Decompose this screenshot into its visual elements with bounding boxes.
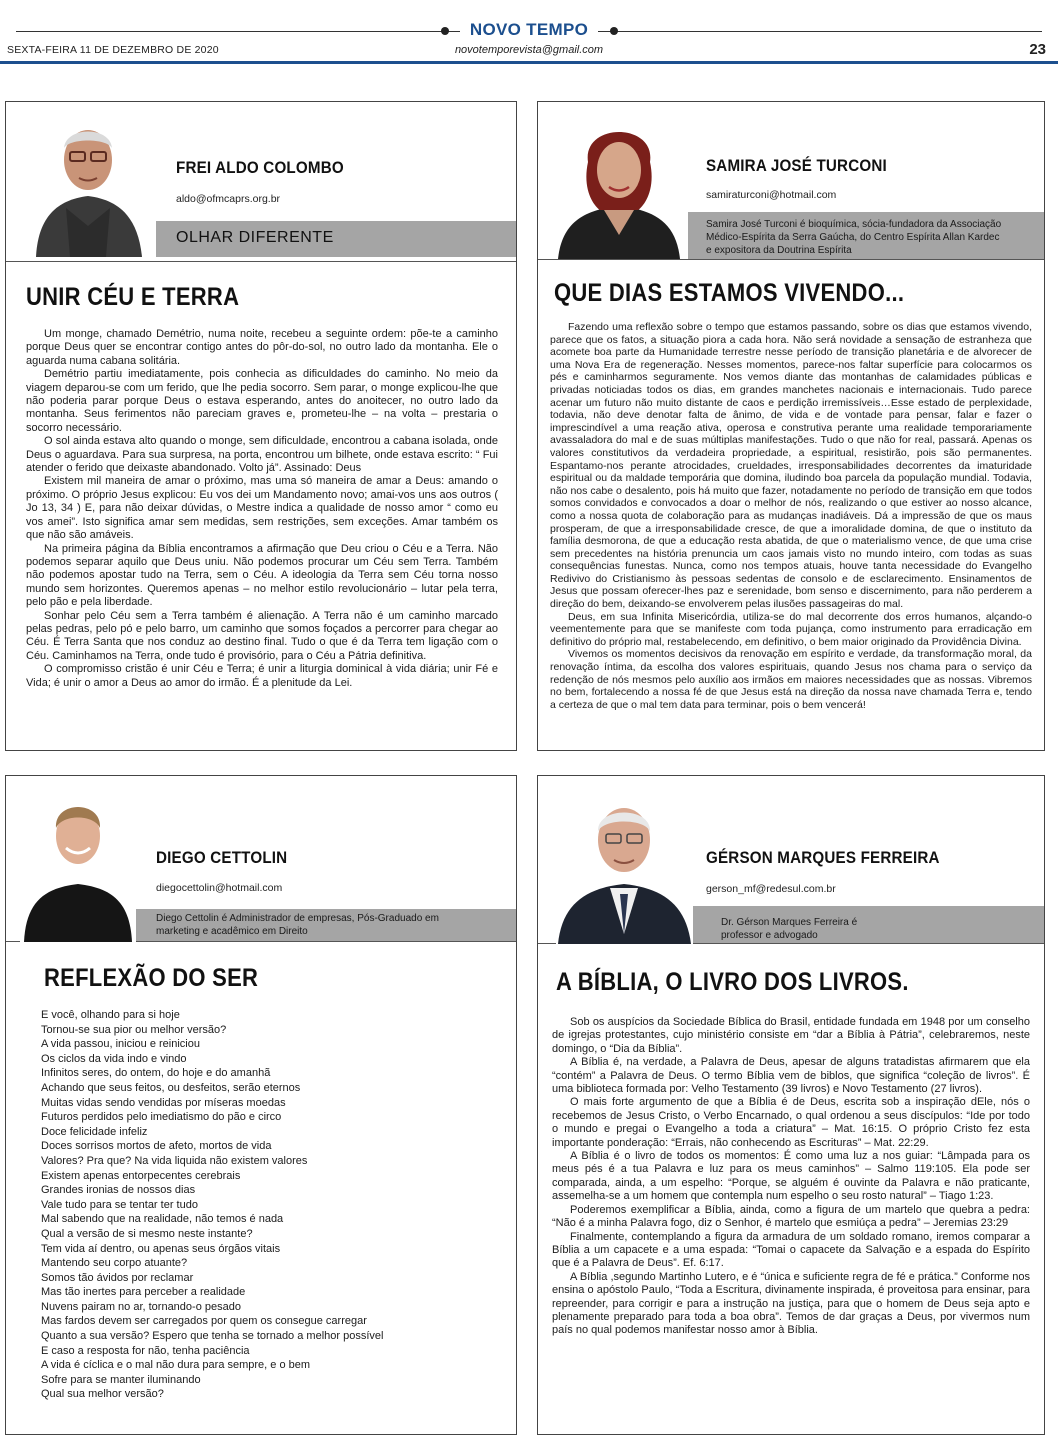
author-header — [6, 776, 516, 942]
paragraph: Fazendo uma reflexão sobre o tempo que estamos passando, sobre os dias que estamos vivendo, parece que os fatos, a situação piora a cada hora. Não será novidade a sensação de estranheza que acomete boa parte da Humanidade terrestre nesse período de transição planetária e de alvorecer de uma Nova Era de regeneração. Nesses momentos, parece-nos faltar superfície para colocarmos os pés e caminharmos seguramente. Nos vemos diante das montanhas de calamidades públicas e privadas noticiadas todos os dias, em grandes manchetes nacionais e internacionais. Tudo parece acenar um futuro não muito distante de caos e perdição irremissíveis…Esse estado de perplexidade, todavia, não deve denotar falta de ânimo, de vida e de vontade para pensar, falar e fazer o imprescindível a uma reação ativa, operosa e construtiva perante uma realidade temporariamente avassaladora do mal e de suas múltiplas manifestações. Tudo o que não for real, passará. Apenas os valores constitutivos da verdadeira propriedade, a espiritual, resistirão, pois são permanentes. Espantamo-nos perante atrocidades, crueldades, irresponsabilidades decorrentes da imaturidade espiritual ou da maldade temporária que domina, iludindo boa parcela da população mundial. Todavia, não nos cabe o desalento, pois há muito que fazer, notadamente no período de transição em que todos somos convidados e convocados a doar o melhor de nós, realizando o que estiver ao nosso alcance, como a nossa quota de colaboração para as mudanças inadiáveis. Dá a impressão de que os maus prosperam, de que a irresponsabilidade cresce, de que a imoralidade domina, de que o instituto da família desmorona, de que a educação resta abatida, de que o materialismo vence, de que uma crise sem precedentes na história prenuncia um caos jamais visto no mundo inteiro, com todas as suas consequências funestas. Nunca, como nos tempos atuais, houve tanta necessidade do Evangelho Redivivo do Cristianismo às pessoas sedentas de consolo e de esclarecimento. Ensinamentos de Jesus que possam oferecer-lhes paz e serenidade, bom senso e discernimento, para não perderem a direção do bem, deixando-se envolverem pelas ilusões passageiras do mal. — [550, 321, 1032, 611]
author-portrait-icon — [554, 110, 684, 259]
article-body — [550, 321, 1032, 711]
article-headline: UNIR CÉU E TERRA — [26, 283, 240, 311]
paragraph: A Bíblia é o livro de todos os momentos: É como uma luz a nos guiar: “Lâmpada para os meus pés é a tua Palavra e luz para os meus caminhos” – Salmo 119:105. Ela pode ser comparada, ainda, a um espelho: “Porque, se alguém é ouvinte da Palavra e não praticante, assemelha-se a um homem que contempla num espelho o seu rosto natural” – Tiago 1:23. — [552, 1150, 1030, 1203]
author-header — [538, 102, 1044, 260]
author-email[interactable]: samiraturconi@hotmail.com — [706, 189, 837, 201]
poem-line: Mantendo seu corpo atuante? — [41, 1257, 188, 1270]
paragraph: Um monge, chamado Demétrio, numa noite, recebeu a seguinte ordem: põe-te a caminho porque Deus quer se encontrar contigo antes do pôr-do-sol, no outro lado da montanha. Ele o aguarda numa cabana solitária. — [26, 328, 498, 367]
paragraph: Finalmente, contemplando a figura da armadura de um soldado romano, iremos comparar a Bíblia a um capacete e a uma espada: “Tomai o capacete da Salvação e a espada do Espírito que é a Palavra de Deus”. Ef. 6:17. — [552, 1230, 1030, 1270]
article-headline: QUE DIAS ESTAMOS VIVENDO... — [554, 279, 905, 307]
poem-line: E você, olhando para si hoje — [41, 1009, 180, 1021]
paragraph: Sonhar pelo Céu sem a Terra também é alienação. A Terra não é um caminho marcado pelas pedras, pelo pó e pelo barro, um caminho que somos foçados a percorrer para chegar ao Céu. É Terra Santa que nos conduz ao destino final. Tudo o que é da Terra tem ligação com o Céu. Caminhamos na Terra, onde tudo é provisório, para o Céu a Pátria definitiva. — [26, 609, 498, 662]
author-email[interactable]: gerson_mf@redesul.com.br — [706, 883, 836, 895]
poem-line: Tem vida aí dentro, ou apenas seus órgãos vitais — [41, 1242, 281, 1255]
masthead-rule-blue — [0, 61, 1058, 64]
poem-line: A vida é cíclica e o mal não dura para sempre, e o bem — [41, 1359, 311, 1372]
paragraph: Na primeira página da Bíblia encontramos a afirmação que Deu criou o Céu e a Terra. Não podemos separar aquilo que Deus uniu. Não podemos procurar um Céu sem Terra. Também não podemos apostar tudo na Terra, sem o Céu. A ideologia da Terra sem Céu torna nosso mundo sem horizontes. Queremos apenas – no melhor estilo revolucionário – lutar pela terra, pelo pão e pela liberdade. — [26, 542, 498, 609]
poem-line: Qual sua melhor versão? — [41, 1388, 164, 1401]
paragraph: O sol ainda estava alto quando o monge, sem dificuldade, encontrou a cabana isolada, onde Deus o aguardava. Para sua surpresa, na porta, encontrou um bilhete, onde estava escrito: “ Fui atender o ferido que deixaste abandonado. Volto já”. Assinado: Deus — [26, 435, 498, 475]
poem-line: Grandes ironias de nossos dias — [41, 1184, 196, 1197]
poem-line: Existem apenas entorpecentes cerebrais — [41, 1169, 241, 1182]
poem-line: Infinitos seres, do ontem, do hoje e do amanhã — [41, 1067, 271, 1080]
author-photo — [20, 784, 136, 942]
author-name: FREI ALDO COLOMBO — [176, 159, 344, 177]
poem-line: Vale tudo para se tentar ter tudo — [41, 1198, 198, 1211]
poem-line: Futuros perdidos pelo imediatismo do pão e circo — [41, 1111, 282, 1124]
poem-line: E caso a resposta for não, tenha paciência — [41, 1344, 250, 1357]
poem-line: Somos tão ávidos por reclamar — [41, 1271, 194, 1284]
article-panel-gerson-ferreira — [537, 775, 1045, 1435]
article-body — [26, 328, 498, 690]
paragraph: O mais forte argumento de que a Bíblia é de Deus, escrita sob a inspiração dEle, nós o recebemos de Jesus Cristo, o Verbo Encarnado, o qual ordenou a seus discípulos: “Ide por todo o mundo e pregai o Evangelho a toda a criatura” – Mat. 16:15. O próprio Cristo fez esta importante ponderação: “Errais, não conhecendo as Escrituras” – Mat. 22:29. — [552, 1096, 1030, 1149]
author-bio: Diego Cettolin é Administrador de empresas, Pós-Graduado em marketing e acadêmico em Direito — [156, 913, 439, 937]
author-bio-line-1: Dr. Gérson Marques Ferreira é — [721, 917, 858, 928]
author-header — [538, 776, 1044, 944]
author-bio: Samira José Turconi é bioquímica, sócia-fundadora da Associação Médico-Espírita da Serra Gaúcha, do Centro Espírita Allan Kardec e expositora da Doutrina Espírita — [706, 219, 1002, 256]
poem-line: Nuvens pairam no ar, tornando-o pesado — [41, 1300, 241, 1313]
paragraph: O compromisso cristão é unir Céu e Terra; é unir a liturgia dominical à vida diária; unir Fé e Vida; é unir o amor a Deus ao amor do irmão. É a plenitude da Lei. — [26, 663, 498, 689]
paragraph: A Bíblia é, na verdade, a Palavra de Deus, apesar de alguns tratadistas afirmarem que ela “contém” a Palavra de Deus. O termo Bíblia vem de biblos, que significa “coleção de livros”. É uma biblioteca formada por: Velho Testamento (39 livros) e Novo Testamento (27 livros). — [552, 1056, 1030, 1096]
poem-line: Sofre para se manter iluminando — [41, 1373, 201, 1386]
paragraph: Poderemos exemplificar a Bíblia, ainda, como a figura de um martelo que quebra a pedra: “Não é a minha Palavra fogo, diz o Senhor, é martelo que esmiúça a pedra” – Jeremias 23:29 — [552, 1203, 1030, 1230]
author-portrait-icon — [20, 784, 136, 942]
paragraph: Demétrio partiu imediatamente, pois conhecia as dificuldades do caminho. No meio da viagem deparou-se com um ferido, que lhe pedia socorro. Sem parar, o monge explicou-lhe que não poderia parar porque Deus o estava esperando, antes do anoitecer, no outro lado da montanha. Seus ferimentos não pareciam graves e, prometeu-lhe – na volta – prestaria o socorro necessário. — [26, 368, 498, 434]
poem-line: Muitas vidas sendo vendidas por míseras moedas — [41, 1096, 286, 1109]
paragraph: A Bíblia ,segundo Martinho Lutero, e é “única e suficiente regra de fé e prática.” Conforme nos ensina o apóstolo Paulo, “Toda a Escritura, divinamente inspirada, é proveitosa para ensinar, para repreender, para corrigir e para a instrução na justiça, para que o homem de Deus seja apto e plenamente preparado para toda a boa obra”. Temos de dar graças a Deus, por vivermos num país no qual podemos manifestar nosso amor à Bíblia. — [552, 1270, 1030, 1337]
author-bio — [721, 916, 1021, 942]
author-portrait-icon — [556, 784, 693, 944]
article-body — [552, 1016, 1030, 1338]
poem-line: Valores? Pra que? Na vida liquida não existem valores — [41, 1154, 308, 1167]
newspaper-email[interactable]: novotemporevista@gmail.com — [454, 44, 604, 56]
article-panel-diego-cettolin — [5, 775, 517, 1435]
poem-line: Doces sorrisos mortos de afeto, mortos de vida — [41, 1140, 272, 1153]
article-headline: A BÍBLIA, O LIVRO DOS LIVROS. — [556, 968, 909, 996]
poem-line: Qual a versão de si mesmo neste instante? — [41, 1227, 253, 1240]
column-title: OLHAR DIFERENTE — [176, 229, 334, 246]
issue-date: SEXTA-FEIRA 11 DE DEZEMBRO DE 2020 — [7, 44, 219, 56]
poem-line: Mas fardos devem ser carregados por quem os consegue carregar — [41, 1315, 367, 1328]
article-headline: REFLEXÃO DO SER — [44, 964, 259, 992]
article-panel-samira-turconi — [537, 101, 1045, 751]
author-bio-line-2: professor e advogado — [721, 930, 818, 941]
author-name: DIEGO CETTOLIN — [156, 849, 288, 867]
poem-line: Mal sabendo que na realidade, não temos é nada — [41, 1213, 284, 1226]
author-photo — [554, 110, 684, 259]
author-name: SAMIRA JOSÉ TURCONI — [706, 157, 887, 175]
paragraph: Existem mil maneira de amar o próximo, mas uma só maneira de amar a Deus: amando o próximo. O próprio Jesus explicou: Eu vos dei um Mandamento novo; amai-vos uns aos outros ( Jo 13, 34 ) E, para não deixar dúvidas, o Mestre indica a qualidade de nosso amor “ como eu vos amei”. Isto significa amar sem medidas, sem restrições, sem exceções. Amar também os que não são amáveis. — [26, 475, 498, 542]
paragraph: Deus, em sua Infinita Misericórdia, utiliza-se do mal decorrente dos erros humanos, alçando-o veementemente para que se manifeste com toda pujança, como instrumento para erradicação em definitivo do próprio mal, restabelecendo, em definitivo, o bem maior originado da Providência Divina. — [550, 610, 1032, 648]
page-number: 23 — [1029, 41, 1046, 58]
author-photo — [556, 784, 693, 944]
poem-line: Mas tão inertes para perceber a realidade — [41, 1286, 246, 1299]
paragraph: Vivemos os momentos decisivos da renovação em espírito e verdade, da transformação moral, da renovação íntima, da escolha dos valores espirituais, quando Jesus nos chama para o serviço da redenção de nós mesmos pelo auxílio aos irmãos em maiores necessidades que as nossas. Vibremos no bem, fortalecendo a nossa fé de que Jesus está na direção da nossa nave chamada Terra e, tendo a certeza de que o mal tem data para terminar, pois o bem vencerá! — [550, 648, 1032, 711]
poem-line: Quanto a sua versão? Espero que tenha se tornado a melhor possível — [41, 1330, 384, 1343]
poem-body — [41, 1008, 501, 1402]
author-email[interactable]: diegocettolin@hotmail.com — [156, 882, 283, 894]
author-portrait-icon — [26, 108, 151, 257]
author-name: GÉRSON MARQUES FERREIRA — [706, 849, 940, 867]
poem-line: Tornou-se sua pior ou melhor versão? — [41, 1023, 227, 1036]
author-email[interactable]: aldo@ofmcaprs.org.br — [176, 193, 281, 205]
masthead — [0, 0, 1058, 70]
author-photo — [26, 108, 151, 257]
article-panel-aldo-colombo — [5, 101, 517, 751]
poem-line: Achando que seus feitos, ou desfeitos, serão eternos — [41, 1081, 301, 1094]
poem-line: Os ciclos da vida indo e vindo — [41, 1052, 187, 1065]
paragraph: Sob os auspícios da Sociedade Bíblica do Brasil, entidade fundada em 1948 por um conselho de igrejas protestantes, cujo ministério consiste em “dar a Bíblia à Pátria”, celebraremos, neste domingo, o “Dia da Bíblia”. — [552, 1016, 1030, 1055]
poem-line: Doce felicidade infeliz — [41, 1125, 148, 1138]
newspaper-title: NOVO TEMPO — [0, 20, 1058, 40]
author-header — [6, 102, 516, 262]
poem-line: A vida passou, iniciou e reiniciou — [41, 1038, 200, 1051]
